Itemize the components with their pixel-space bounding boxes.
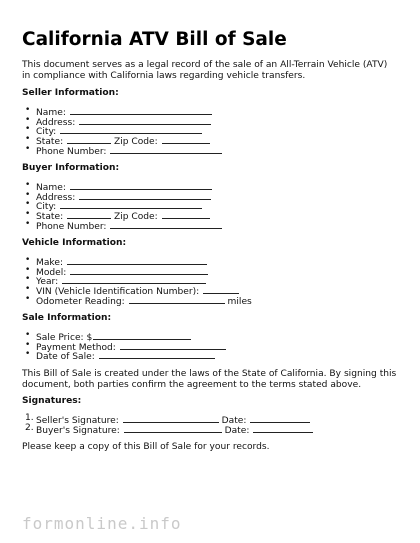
buyer-fields — [36, 181, 222, 232]
buyer-city-line[interactable] — [60, 200, 202, 209]
seller-signature-field[interactable]: 1. Seller's Signature: Date: — [36, 414, 313, 424]
legal-paragraph: This Bill of Sale is created under the laws of the State of California. By signing this document, both parties confirm the agreement to the terms stated above. — [22, 369, 397, 390]
page-title: California ATV Bill of Sale — [22, 29, 287, 50]
vehicle-model-line[interactable] — [70, 266, 208, 275]
closing-note: Please keep a copy of this Bill of Sale for your records. — [22, 442, 270, 452]
vehicle-odometer-line[interactable] — [129, 295, 225, 304]
sale-heading: Sale Information: — [22, 313, 112, 323]
seller-zip-line[interactable] — [162, 135, 210, 144]
sale-price-line[interactable] — [93, 331, 191, 340]
vehicle-make-field[interactable]: • Make: — [36, 256, 252, 266]
seller-name-line[interactable] — [70, 106, 212, 115]
intro-paragraph: This document serves as a legal record of the sale of an All-Terrain Vehicle (ATV) in compliance with California laws regarding vehicle transfers. — [22, 60, 388, 81]
vehicle-model-field[interactable]: • Model: — [36, 266, 252, 276]
seller-phone-field[interactable]: • Phone Number: — [36, 145, 222, 155]
sale-fields — [36, 331, 226, 363]
vehicle-year-field[interactable]: • Year: — [36, 275, 252, 285]
seller-name-field[interactable]: • Name: — [36, 106, 222, 116]
vehicle-year-line[interactable] — [62, 275, 206, 284]
buyer-phone-field[interactable]: • Phone Number: — [36, 220, 222, 230]
buyer-state-line[interactable] — [67, 210, 111, 219]
sale-date-field[interactable]: • Date of Sale: — [36, 350, 226, 360]
buyer-zip-line[interactable] — [162, 210, 210, 219]
vehicle-fields — [36, 256, 252, 307]
seller-fields — [36, 106, 222, 157]
seller-address-line[interactable] — [79, 116, 211, 125]
sale-price-field[interactable]: • Sale Price: $ — [36, 331, 226, 341]
seller-address-field[interactable]: • Address: — [36, 116, 222, 126]
seller-city-line[interactable] — [60, 125, 202, 134]
seller-state-line[interactable] — [67, 135, 111, 144]
buyer-state-zip-field[interactable]: • State: Zip Code: — [36, 210, 222, 220]
seller-signature-line[interactable] — [123, 414, 219, 423]
seller-state-zip-field[interactable]: • State: Zip Code: — [36, 135, 222, 145]
buyer-address-field[interactable]: • Address: — [36, 191, 222, 201]
buyer-phone-line[interactable] — [110, 220, 222, 229]
seller-heading: Seller Information: — [22, 88, 119, 98]
buyer-name-field[interactable]: • Name: — [36, 181, 222, 191]
buyer-name-line[interactable] — [70, 181, 212, 190]
watermark-text: formonline.info — [22, 514, 182, 533]
payment-method-line[interactable] — [120, 341, 226, 350]
seller-phone-line[interactable] — [110, 145, 222, 154]
buyer-signature-line[interactable] — [124, 424, 222, 433]
vehicle-make-line[interactable] — [67, 256, 207, 265]
buyer-address-line[interactable] — [79, 191, 211, 200]
buyer-city-field[interactable]: • City: — [36, 200, 222, 210]
vehicle-heading: Vehicle Information: — [22, 238, 127, 248]
seller-city-field[interactable]: • City: — [36, 125, 222, 135]
signature-list — [25, 413, 313, 436]
vehicle-odometer-field[interactable]: • Odometer Reading: miles — [36, 295, 252, 305]
seller-signature-date-line[interactable] — [250, 414, 310, 423]
buyer-signature-date-line[interactable] — [253, 424, 313, 433]
signatures-heading: Signatures: — [22, 396, 82, 406]
sale-date-line[interactable] — [99, 350, 215, 359]
vehicle-vin-field[interactable]: • VIN (Vehicle Identification Number): — [36, 285, 252, 295]
buyer-heading: Buyer Information: — [22, 163, 120, 173]
payment-method-field[interactable]: • Payment Method: — [36, 341, 226, 351]
buyer-signature-field[interactable]: 2. Buyer's Signature: Date: — [36, 424, 313, 434]
vehicle-vin-line[interactable] — [203, 285, 239, 294]
